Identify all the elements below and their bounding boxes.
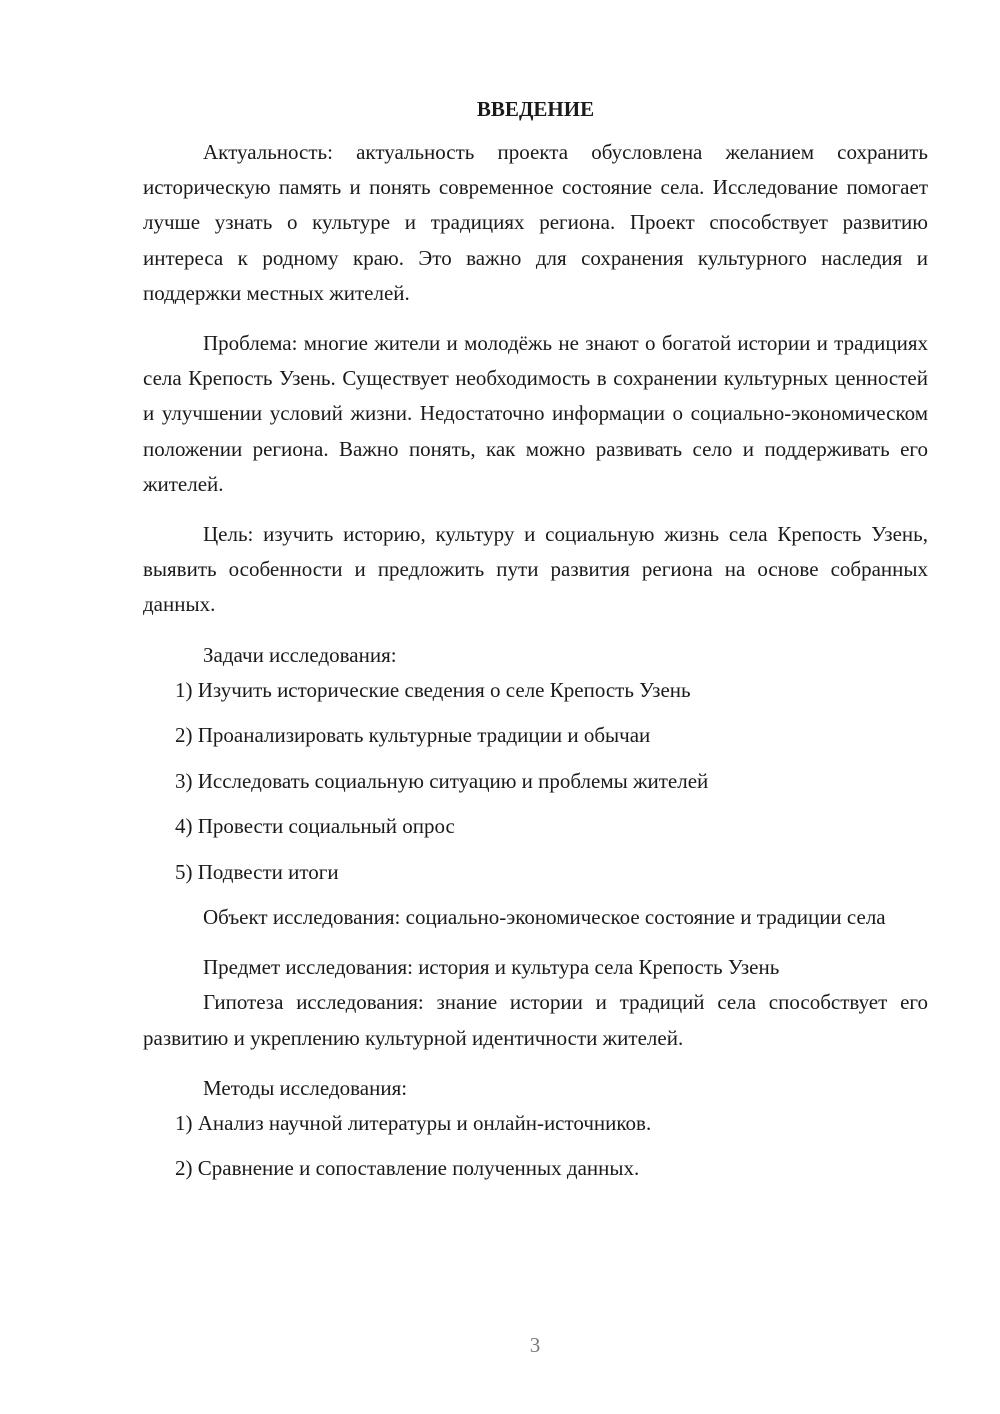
relevance-paragraph: Актуальность: актуальность проекта обусловлена желанием сохранить историческую память и понять современное состояние села. Исследование помогает лучше узнать о культуре и традициях региона. Проект способствует развитию интереса к родному краю. Это важно для сохранения культурного наследия и поддержки местных жителей. — [143, 140, 928, 305]
methods-heading: Методы исследования: — [203, 1075, 408, 1100]
hypothesis-paragraph: Гипотеза исследования: знание истории и традиций села способствует его развитию и укреплению культурной идентичности жителей. — [143, 990, 928, 1050]
methods-list — [143, 1106, 928, 1187]
problem-paragraph: Проблема: многие жители и молодёжь не знают о богатой истории и традициях села Крепость Узень. Существует необходимость в сохранении культурных ценностей и улучшении условий жизни. Недостаточно информации о социально-экономическом положении региона. Важно понять, как можно развивать село и поддерживать его жителей. — [143, 331, 928, 496]
page-number: 3 — [529, 1333, 541, 1357]
tasks-list — [143, 673, 928, 890]
list-item: 4) Провести социальный опрос — [175, 814, 455, 839]
object-paragraph: Объект исследования: социально-экономическое состояние и традиции села — [203, 905, 886, 930]
subject-paragraph: Предмет исследования: история и культура села Крепость Узень — [203, 955, 780, 980]
list-item: 2) Проанализировать культурные традиции и обычаи — [175, 723, 651, 748]
goal-paragraph: Цель: изучить историю, культуру и социальную жизнь села Крепость Узень, выявить особенности и предложить пути развития региона на основе собранных данных. — [143, 522, 928, 617]
list-item: 1) Изучить исторические сведения о селе Крепость Узень — [175, 677, 691, 702]
tasks-heading: Задачи исследования: — [203, 642, 397, 667]
list-item: 5) Подвести итоги — [175, 859, 339, 884]
list-item: 3) Исследовать социальную ситуацию и проблемы жителей — [175, 768, 709, 793]
document-page — [143, 92, 928, 1197]
page-title: ВВЕДЕНИЕ — [476, 97, 595, 121]
list-item: 2) Сравнение и сопоставление полученных данных. — [175, 1156, 640, 1181]
list-item: 1) Анализ научной литературы и онлайн-источников. — [175, 1110, 652, 1135]
